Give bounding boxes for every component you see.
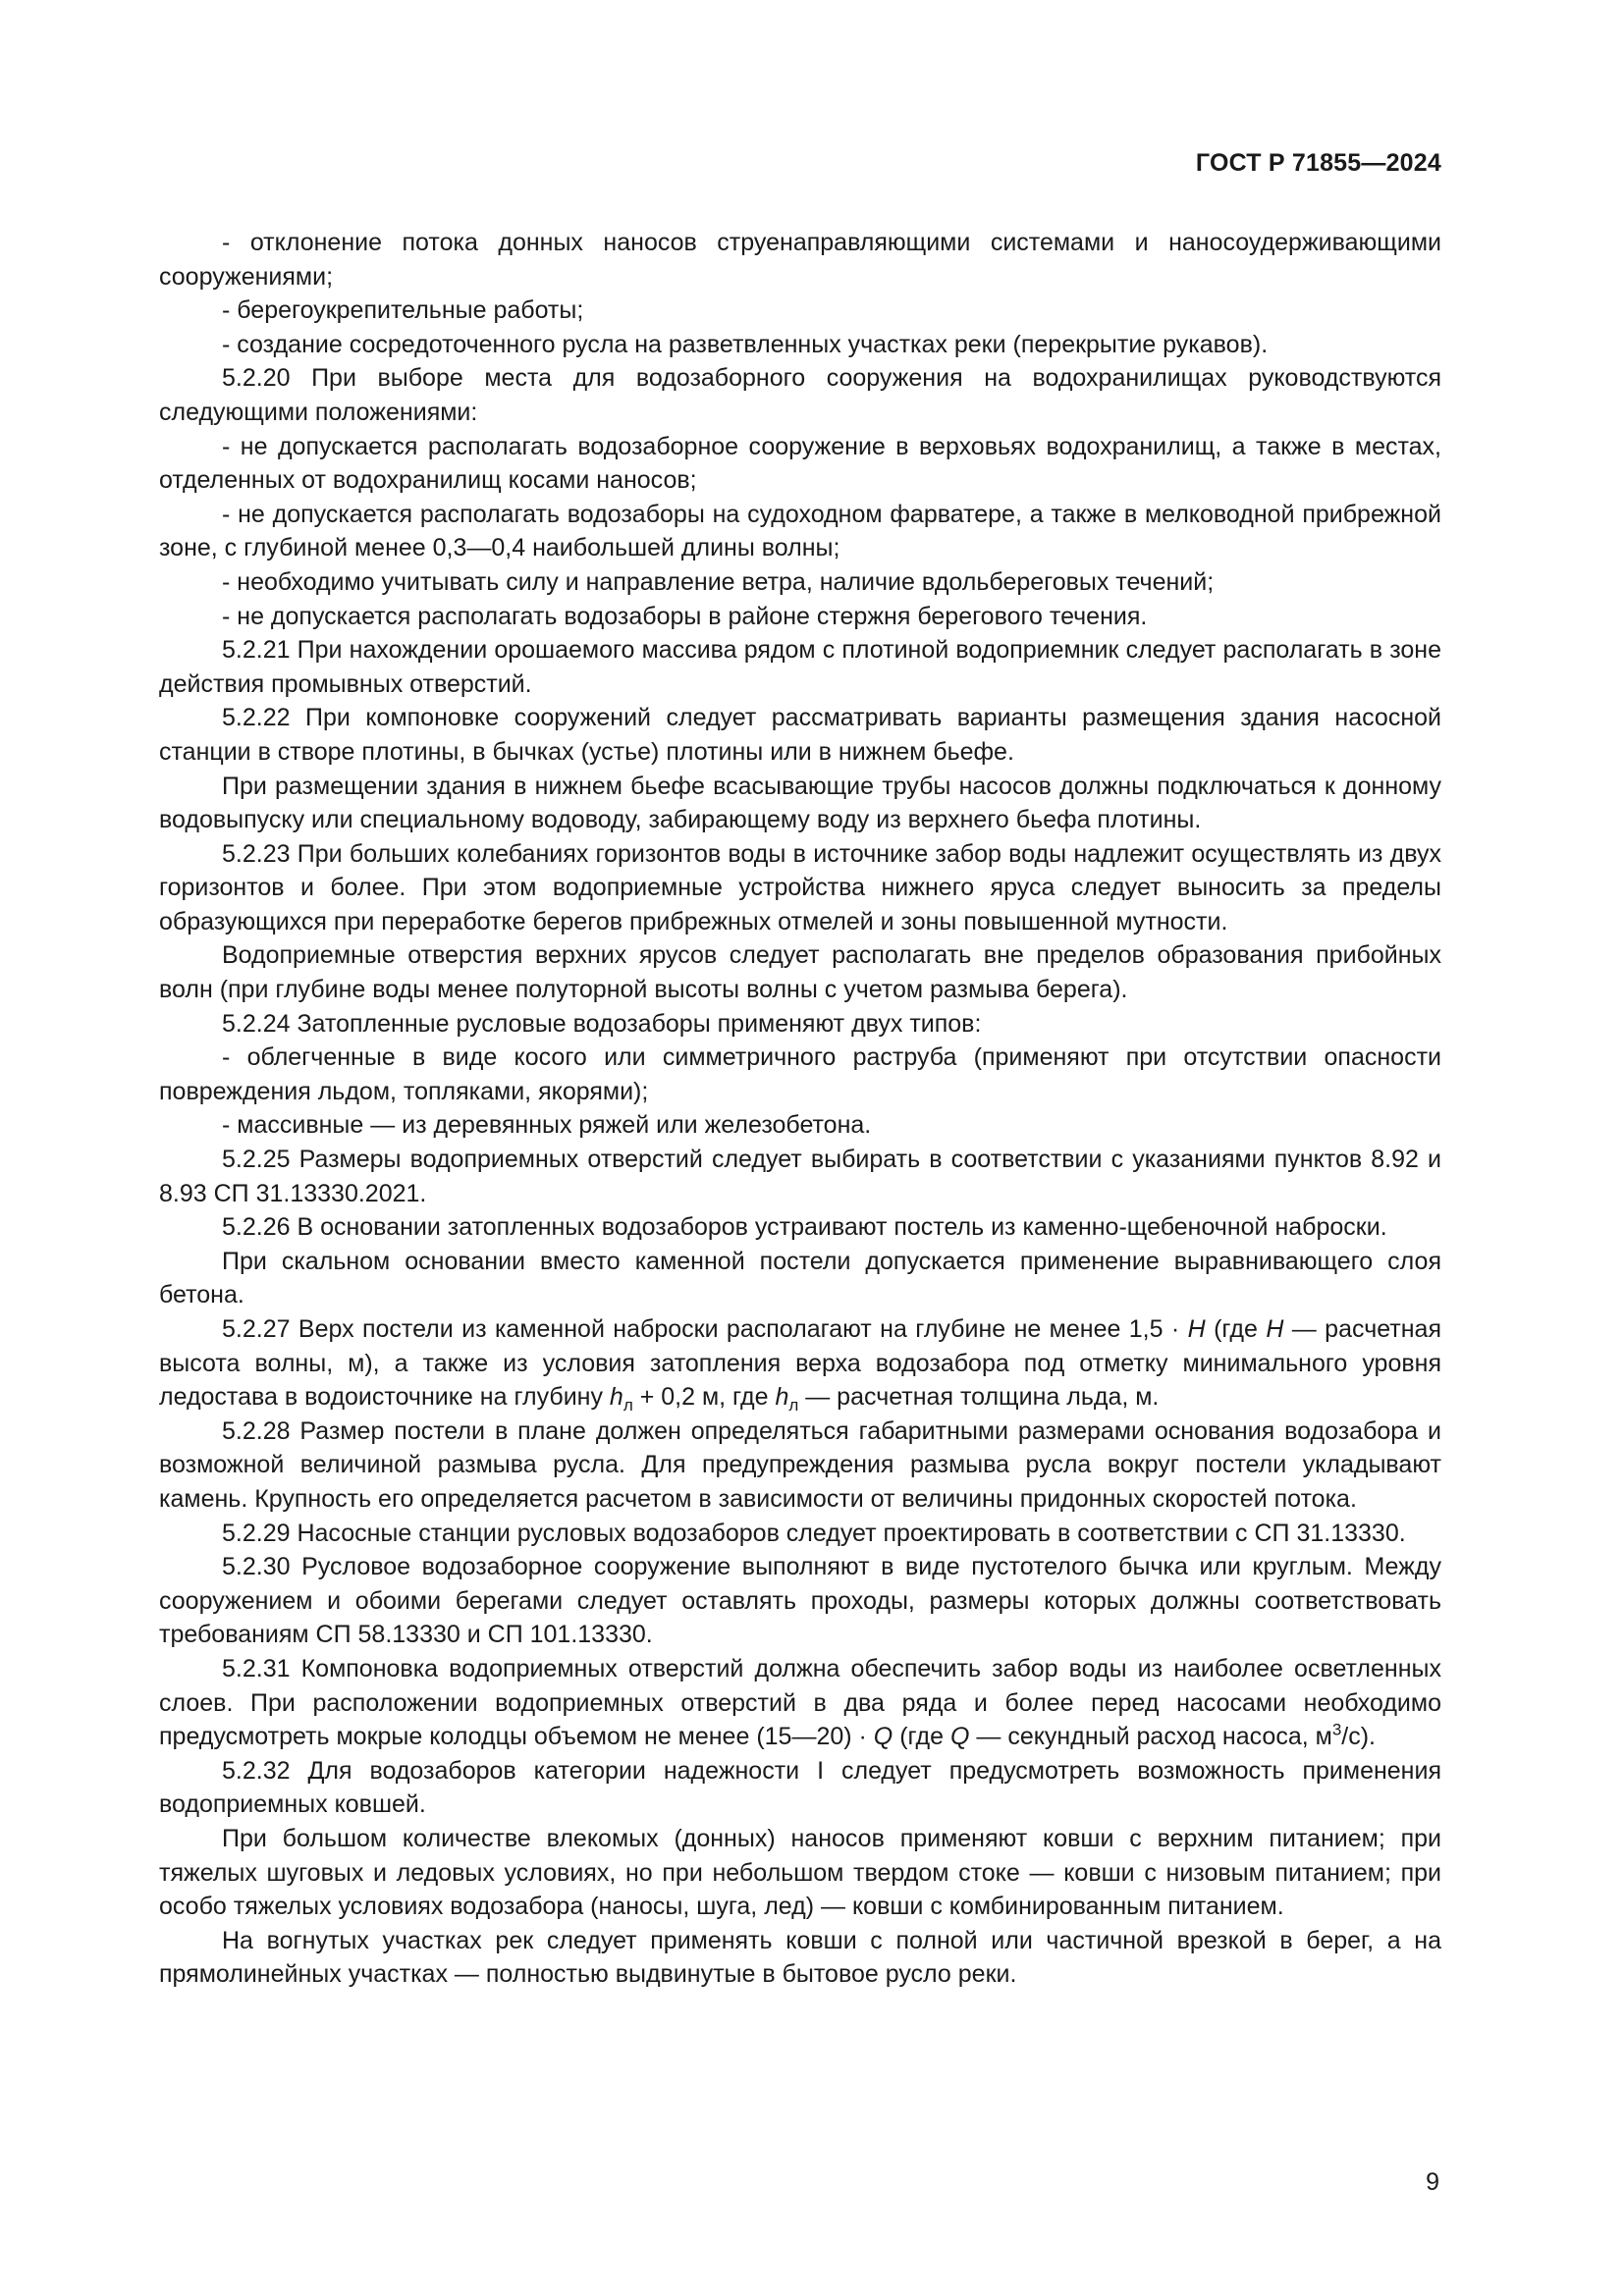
paragraph: 5.2.25 Размеры водоприемных отверстий следует выбирать в соответствии с указаниями пунктов 8.92 и 8.93 СП 31.13330.2021. [159, 1146, 1441, 1207]
text-run: — расчетная высота волны, м), а также из условия затопления верха водозабора под отметку минимального уровня ледостава в водоисточнике на глубину [159, 1315, 1441, 1412]
paragraph: 5.2.32 Для водозаборов категории надежности I следует предусмотреть возможность применения водоприемных ковшей. [159, 1756, 1441, 1819]
paragraph: - не допускается располагать водозаборы на судоходном фарватере, а также в мелководной прибрежной зоне, с глубиной менее 0,3—0,4 наибольшей длины волны; [159, 500, 1441, 562]
paragraph: 5.2.21 При нахождении орошаемого массива рядом с плотиной водоприемник следует располагать в зоне действия промывных отверстий. [159, 636, 1441, 698]
text-run: 5.2.31 Компоновка водоприемных отверстий должна обеспечить забор воды из наиболее осветленных слоев. При расположении водоприемных отверстий в два ряда и более перед насосами необходимо предусмотреть мокрые колодцы объемом не менее (15—20) · [159, 1654, 1441, 1751]
paragraph: - массивные — из деревянных ряжей или железобетона. [222, 1111, 872, 1140]
italic-symbol: h [609, 1383, 623, 1412]
superscript: 3 [1331, 1720, 1342, 1739]
paragraph: - облегченные в виде косого или симметричного раструба (применяют при отсутствии опасности повреждения льдом, топляками, якорями); [159, 1043, 1441, 1105]
italic-symbol: H [1187, 1315, 1206, 1343]
document-body [159, 226, 1441, 1992]
paragraph: - не допускается располагать водозаборное сооружение в верховьях водохранилищ, а также в местах, отделенных от водохранилищ косами наносов; [159, 432, 1441, 495]
paragraph: При размещении здания в нижнем бьефе всасывающие трубы насосов должны подключаться к донному водовыпуску или специальному водоводу, забирающему воду из верхнего бьефа плотины. [159, 772, 1441, 834]
paragraph: 5.2.28 Размер постели в плане должен определяться габаритными размерами основания водозабора и возможной величиной размыва русла. Для предупреждения размыва русла вокруг постели укладывают камень. Крупность его определяется расчетом в зависимости от величины придонных скоростей потока. [159, 1416, 1441, 1513]
paragraph: - необходимо учитывать силу и направление ветра, наличие вдольбереговых течений; [222, 567, 1215, 596]
paragraph: На вогнутых участках рек следует применять ковши с полной или частичной врезкой в берег, а на прямолинейных участках — полностью выдвинутые в бытовое русло реки. [159, 1926, 1441, 1989]
text-run: (где [893, 1723, 950, 1751]
italic-symbol: h [775, 1383, 789, 1412]
paragraph: Водоприемные отверстия верхних ярусов следует располагать вне пределов образования прибойных волн (при глубине воды менее полуторной высоты волны с учетом размыва берега). [159, 941, 1441, 1004]
text-run: /с). [1341, 1723, 1376, 1751]
paragraph-formula [159, 1652, 1441, 1754]
paragraph: При скальном основании вместо каменной постели допускается применение выравнивающего слоя бетона. [159, 1247, 1441, 1309]
paragraph: 5.2.20 При выборе места для водозаборного сооружения на водохранилищах руководствуются следующими положениями: [159, 364, 1441, 426]
paragraph: - берегоукрепительные работы; [222, 296, 584, 325]
paragraph: 5.2.29 Насосные станции русловых водозаборов следует проектировать в соответствии с СП 31.13330. [222, 1519, 1406, 1547]
subscript: л [788, 1396, 799, 1415]
paragraph: - отклонение потока донных наносов струенаправляющими системами и наносоудерживающими сооружениями; [159, 229, 1441, 291]
paragraph: 5.2.30 Русловое водозаборное сооружение выполняют в виде пустотелого бычка или круглым. Между сооружением и обоими берегами следует оставлять проходы, размеры которых должны соответствовать требованиям СП 58.13330 и СП 101.13330. [159, 1553, 1441, 1649]
text-run: (где [1205, 1315, 1267, 1343]
page-number: 9 [1426, 2168, 1439, 2196]
text-run: + 0,2 м, где [632, 1383, 776, 1412]
italic-symbol: Q [949, 1723, 970, 1751]
text-run: — расчетная толщина льда, м. [798, 1383, 1160, 1412]
paragraph: 5.2.24 Затопленные русловые водозаборы применяют двух типов: [222, 1009, 982, 1038]
paragraph: 5.2.22 При компоновке сооружений следует рассматривать варианты размещения здания насосной станции в створе плотины, в бычках (устье) плотины или в нижнем бьефе. [159, 704, 1441, 766]
paragraph: 5.2.26 В основании затопленных водозаборов устраивают постель из каменно-щебеночной наброски. [222, 1213, 1387, 1242]
italic-symbol: Q [873, 1723, 893, 1751]
paragraph: При большом количестве влекомых (донных) наносов применяют ковши с верхним питанием; при тяжелых шуговых и ледовых условиях, но при небольшом твердом стоке — ковши с низовым питанием; при особо тяжелых условиях водозабора (наносы, шуга, лед) — ковши с комбинированным питанием. [159, 1824, 1441, 1921]
text-run: 5.2.27 Верх постели из каменной наброски располагают на глубине не менее 1,5 · [222, 1315, 1188, 1343]
subscript: л [623, 1396, 633, 1415]
paragraph: - создание сосредоточенного русла на разветвленных участках реки (перекрытие рукавов). [222, 330, 1269, 358]
paragraph: - не допускается располагать водозаборы в районе стержня берегового течения. [222, 602, 1148, 630]
paragraph: 5.2.23 При больших колебаниях горизонтов воды в источнике забор воды надлежит осуществлять из двух горизонтов и более. При этом водоприемные устройства нижнего яруса следует выносить за пределы образующихся при переработке берегов прибрежных отмелей и зоны повышенной мутности. [159, 839, 1441, 935]
document-header: ГОСТ Р 71855—2024 [1195, 149, 1441, 177]
italic-symbol: H [1266, 1315, 1284, 1343]
text-run: — секундный расход насоса, м [969, 1723, 1332, 1751]
paragraph-formula [159, 1312, 1441, 1415]
